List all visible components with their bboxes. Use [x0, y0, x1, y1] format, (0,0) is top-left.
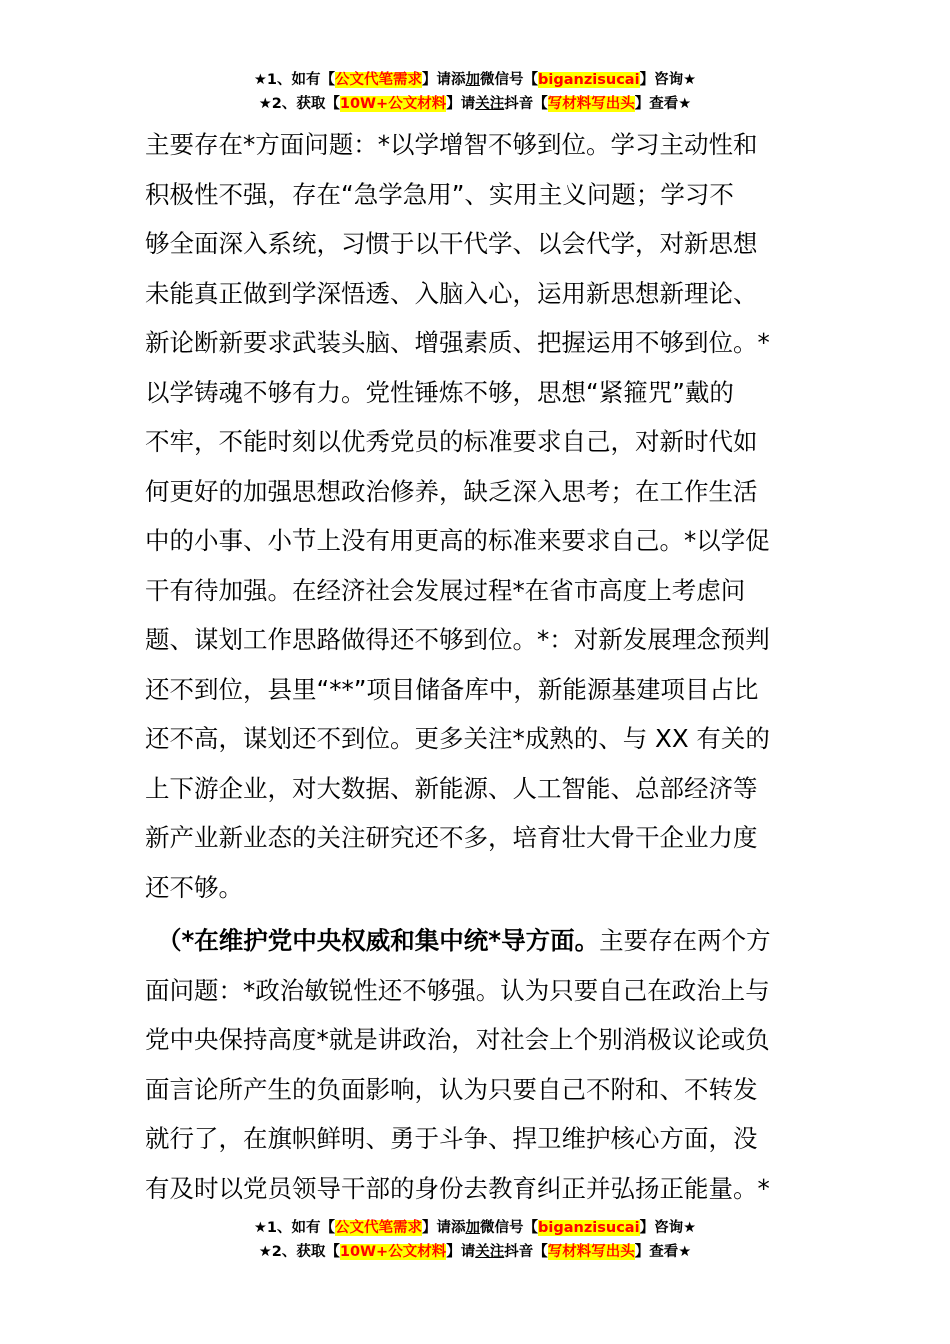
- banner-underlined-text: 关注: [475, 96, 505, 112]
- text-line: 面言论所产生的负面影响，认为只要自己不附和、不转发: [145, 1074, 758, 1104]
- text-line: 主要存在*方面问题：*以学增智不够到位。学习主动性和: [145, 130, 758, 159]
- banner-text: 】咨询★: [639, 1220, 697, 1236]
- banner-text: 】查看★: [634, 1244, 692, 1260]
- paragraph-2: [145, 916, 805, 1213]
- banner-line-1: [0, 68, 950, 92]
- banner-text: ★1、如有【: [253, 1220, 336, 1236]
- banner-highlight: 公文代笔需求: [335, 1220, 423, 1236]
- banner-text: 抖音【: [504, 96, 548, 112]
- banner-text: 】请添: [422, 1220, 466, 1236]
- text-line: 党中央保持高度*就是讲政治，对社会上个别消极议论或负: [145, 1025, 770, 1054]
- banner-highlight-wechat-id: biganzisucai: [538, 72, 640, 88]
- section-heading: （*在维护党中央权威和集中统*导方面。: [157, 926, 600, 955]
- banner-highlight-wechat-id: biganzisucai: [538, 1220, 640, 1236]
- text-line: 还不高，谋划还不到位。更多关注*成熟的、与 XX 有关的: [145, 724, 770, 753]
- banner-text: 】请: [446, 96, 476, 112]
- text-line: 中的小事、小节上没有用更高的标准来要求自己。*以学促: [145, 526, 770, 555]
- banner-text: 】请添: [422, 72, 466, 88]
- text-line: 还不够。: [145, 872, 243, 902]
- banner-text: 微信号【: [480, 1220, 539, 1236]
- text-line: 面问题：*政治敏锐性还不够强。认为只要自己在政治上与: [145, 975, 770, 1005]
- text-line: 新论断新要求武装头脑、增强素质、把握运用不够到位。*: [145, 328, 770, 357]
- banner-highlight: 10W+公文材料: [339, 1244, 447, 1260]
- banner-underlined-text: 关注: [475, 1244, 505, 1260]
- text-line: 上下游企业，对大数据、新能源、人工智能、总部经济等: [145, 773, 758, 803]
- banner-line-1: [0, 1216, 950, 1240]
- paragraph-1: [145, 120, 805, 912]
- text-line: [145, 916, 805, 966]
- banner-text: 】咨询★: [639, 72, 697, 88]
- text-line: 够全面深入系统，习惯于以干代学、以会代学，对新思想: [145, 229, 758, 258]
- banner-text: 抖音【: [504, 1244, 548, 1260]
- text-line: 新产业新业态的关注研究还不多，培育壮大骨干企业力度: [145, 823, 758, 852]
- banner-text: 微信号【: [480, 72, 539, 88]
- text-line: 何更好的加强思想政治修养，缺乏深入思考；在工作生活: [145, 476, 758, 506]
- banner-text: ★2、获取【: [258, 1244, 340, 1260]
- banner-text: ★2、获取【: [258, 96, 340, 112]
- banner-text: ★1、如有【: [253, 72, 336, 88]
- banner-highlight-douyin: 写材料写出头: [547, 1244, 635, 1260]
- text-line: 不牢，不能时刻以优秀党员的标准要求自己，对新时代如: [145, 427, 758, 456]
- text-line: 未能真正做到学深悟透、入脑入心，运用新思想新理论、: [145, 278, 758, 308]
- document-body: [145, 120, 805, 1213]
- banner-highlight: 公文代笔需求: [335, 72, 423, 88]
- banner-text: 】查看★: [634, 96, 692, 112]
- banner-underlined-text: 加: [465, 1220, 481, 1236]
- banner-highlight-douyin: 写材料写出头: [547, 96, 635, 112]
- text-run: 主要存在两个方: [599, 926, 771, 955]
- text-line: 就行了，在旗帜鲜明、勇于斗争、捍卫维护核心方面，没: [145, 1124, 758, 1153]
- text-line: 干有待加强。在经济社会发展过程*在省市高度上考虑问: [145, 575, 746, 605]
- text-line: 以学铸魂不够有力。党性锤炼不够，思想“紧箍咒”戴的: [145, 377, 734, 407]
- text-line: 还不到位，县里“**”项目储备库中，新能源基建项目占比: [145, 674, 759, 704]
- banner-highlight: 10W+公文材料: [339, 96, 447, 112]
- text-line: 有及时以党员领导干部的身份去教育纠正并弘扬正能量。*: [145, 1173, 770, 1203]
- banner-underlined-text: 加: [465, 72, 481, 88]
- banner-text: 】请: [446, 1244, 476, 1260]
- banner-line-2: [0, 1240, 950, 1264]
- header-banner: [0, 68, 950, 116]
- text-line: 题、谋划工作思路做得还不够到位。*：对新发展理念预判: [145, 625, 770, 654]
- banner-line-2: [0, 92, 950, 116]
- footer-banner: [0, 1216, 950, 1264]
- text-line: 积极性不强，存在“急学急用”、实用主义问题；学习不: [145, 179, 734, 209]
